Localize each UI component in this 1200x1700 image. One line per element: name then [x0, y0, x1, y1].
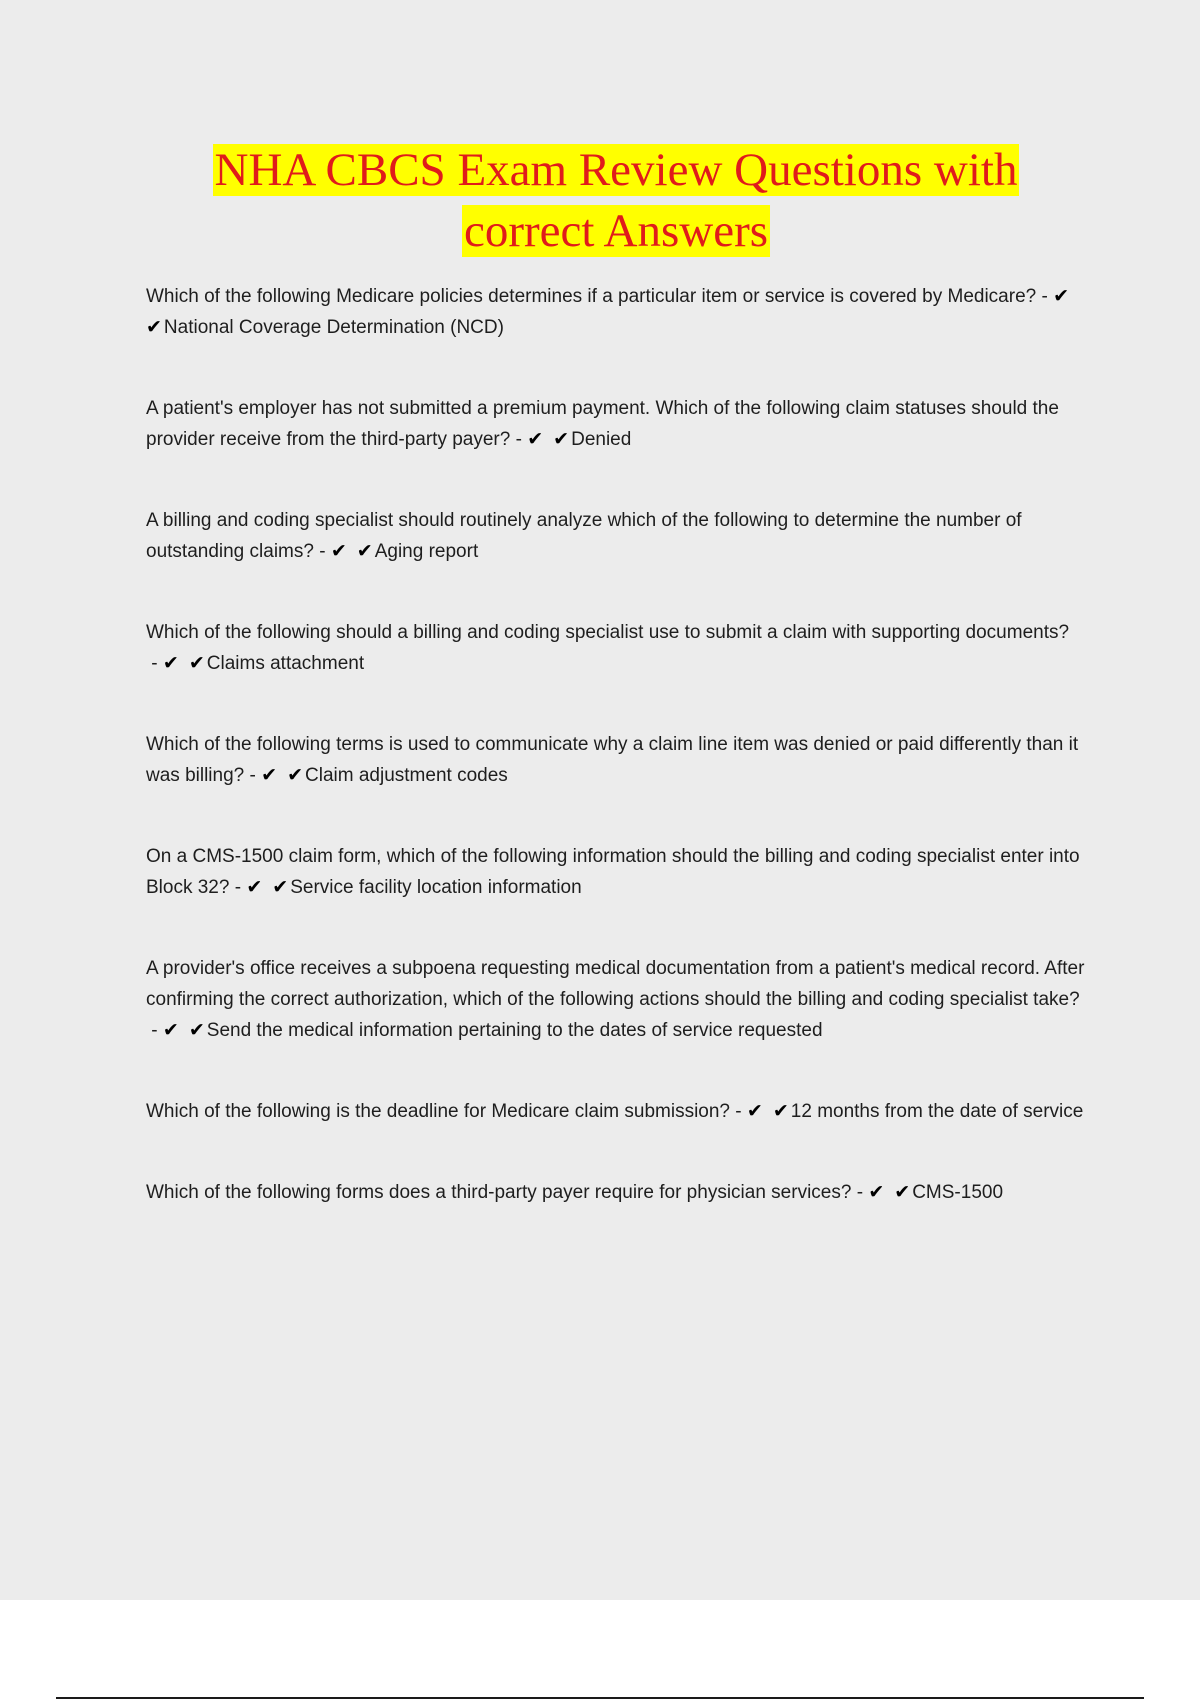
- question-answer-separator: -: [1036, 286, 1054, 307]
- footer-divider: [56, 1697, 1144, 1699]
- qa-item: [146, 1096, 1088, 1127]
- qa-list: [146, 281, 1088, 1208]
- question-text: Which of the following is the deadline for Medicare claim submission?: [146, 1101, 730, 1122]
- title-line-2: correct Answers: [463, 205, 769, 257]
- qa-item: [146, 841, 1088, 903]
- answer-text: Claim adjustment codes: [305, 765, 508, 786]
- question-answer-separator: -: [313, 541, 331, 562]
- document-title: [0, 140, 1200, 262]
- qa-item: [146, 281, 1088, 343]
- qa-item: [146, 729, 1088, 791]
- question-text: A provider's office receives a subpoena requesting medical documentation from a patient's medical record. After confirming the correct authorization, which of the following actions should the billing and coding specialist take?: [146, 958, 1085, 1010]
- question-answer-separator: -: [229, 877, 247, 898]
- question-answer-separator: -: [146, 1020, 163, 1041]
- qa-item: [146, 617, 1088, 679]
- question-text: Which of the following Medicare policies determines if a particular item or service is covered by Medicare?: [146, 286, 1037, 307]
- question-answer-separator: -: [851, 1182, 869, 1203]
- double-checkmark-icon: ✔ ✔: [527, 428, 572, 450]
- double-checkmark-icon: ✔ ✔: [246, 876, 291, 898]
- qa-item: [146, 953, 1088, 1046]
- double-checkmark-icon: ✔ ✔: [146, 285, 1072, 338]
- answer-text: Aging report: [374, 541, 479, 562]
- answer-text: Denied: [571, 429, 632, 450]
- answer-text: CMS-1500: [912, 1182, 1004, 1203]
- question-text: On a CMS-1500 claim form, which of the following information should the billing and coding specialist enter into Block 32?: [146, 846, 1080, 898]
- question-text: A patient's employer has not submitted a premium payment. Which of the following claim statuses should the provider receive from the third-party payer?: [146, 398, 1059, 450]
- question-answer-separator: -: [146, 653, 163, 674]
- answer-text: Claims attachment: [206, 653, 365, 674]
- answer-text: 12 months from the date of service: [790, 1101, 1084, 1122]
- qa-item: [146, 505, 1088, 567]
- answer-text: Send the medical information pertaining to the dates of service requested: [206, 1020, 823, 1041]
- answer-text: Service facility location information: [290, 877, 582, 898]
- question-answer-separator: -: [244, 765, 262, 786]
- question-text: Which of the following terms is used to communicate why a claim line item was denied or paid differently than it was billing?: [146, 734, 1079, 786]
- double-checkmark-icon: ✔ ✔: [746, 1100, 791, 1122]
- answer-text: National Coverage Determination (NCD): [163, 317, 504, 338]
- question-text: A billing and coding specialist should routinely analyze which of the following to determine the number of outstanding claims?: [146, 510, 1022, 562]
- qa-item: [146, 393, 1088, 455]
- qa-item: [146, 1177, 1088, 1208]
- double-checkmark-icon: ✔ ✔: [162, 1019, 207, 1041]
- question-text: Which of the following should a billing and coding specialist use to submit a claim with supporting documents?: [146, 622, 1070, 643]
- double-checkmark-icon: ✔ ✔: [261, 764, 306, 786]
- question-answer-separator: -: [510, 429, 528, 450]
- double-checkmark-icon: ✔ ✔: [868, 1181, 913, 1203]
- double-checkmark-icon: ✔ ✔: [330, 540, 375, 562]
- question-text: Which of the following forms does a third-party payer require for physician services?: [146, 1182, 852, 1203]
- title-line-1: NHA CBCS Exam Review Questions with: [214, 144, 1018, 196]
- question-answer-separator: -: [730, 1101, 747, 1122]
- double-checkmark-icon: ✔ ✔: [162, 652, 207, 674]
